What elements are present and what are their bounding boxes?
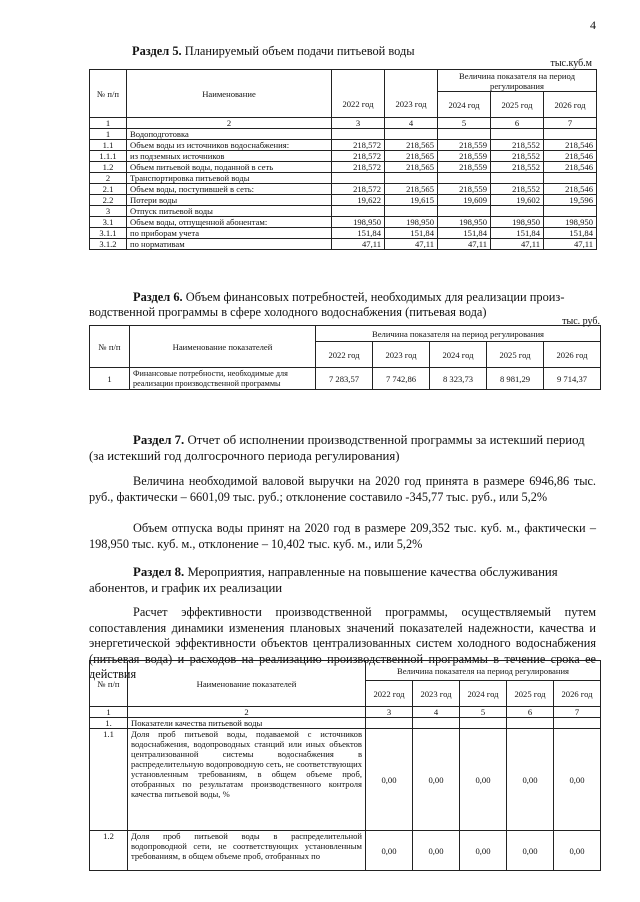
table-row (90, 368, 601, 390)
col-name-header: Наименование показателей (128, 661, 366, 707)
row-value: 7 283,57 (316, 368, 373, 390)
row-value: 151,84 (544, 228, 597, 239)
row-value: 218,552 (491, 162, 544, 173)
year-header: 2022 год (316, 342, 373, 368)
row-name: Объем воды из источников водоснабжения: (127, 140, 332, 151)
row-number: 2.1 (90, 184, 127, 195)
row-name: Водоподготовка (127, 129, 332, 140)
year-header: 2025 год (487, 342, 544, 368)
row-value: 0,00 (366, 831, 413, 871)
section6-heading (89, 290, 596, 320)
year-header: 2025 год (507, 681, 554, 707)
section8-title-line1: Мероприятия, направленные на повышение качества обслуживания (187, 565, 558, 579)
row-number: 2 (90, 173, 127, 184)
section6-label: Раздел 6. (133, 290, 183, 304)
column-number: 7 (554, 707, 601, 718)
row-value: 218,565 (385, 151, 438, 162)
table-row (90, 195, 597, 206)
row-name: по нормативам (127, 239, 332, 250)
column-number: 3 (366, 707, 413, 718)
row-value: 218,572 (332, 140, 385, 151)
row-number: 1.1 (90, 140, 127, 151)
period-group-header: Величина показателя на период регулирования (316, 326, 601, 342)
row-value: 47,11 (438, 239, 491, 250)
row-value: 218,565 (385, 162, 438, 173)
section7-heading (89, 432, 596, 464)
row-value: 218,559 (438, 151, 491, 162)
column-number: 3 (332, 118, 385, 129)
table-row (90, 228, 597, 239)
col-name-header: Наименование (127, 70, 332, 118)
row-value (413, 718, 460, 729)
row-value (385, 206, 438, 217)
table-row (90, 718, 601, 729)
row-value (554, 718, 601, 729)
section7-label: Раздел 7. (133, 433, 185, 447)
row-number: 1. (90, 718, 128, 729)
section7-title-line2: (за истекший год долгосрочного периода регулирования) (89, 449, 400, 463)
year-header: 2022 год (366, 681, 413, 707)
row-value: 218,572 (332, 184, 385, 195)
table-row (90, 184, 597, 195)
row-name: Транспортировка питьевой воды (127, 173, 332, 184)
row-name: из подземных источников (127, 151, 332, 162)
row-value: 198,950 (385, 217, 438, 228)
row-value (438, 129, 491, 140)
year-header: 2023 год (373, 342, 430, 368)
row-value (438, 173, 491, 184)
row-value: 7 742,86 (373, 368, 430, 390)
column-number: 6 (507, 707, 554, 718)
page-number: 4 (590, 18, 596, 32)
row-value: 198,950 (332, 217, 385, 228)
row-value: 151,84 (332, 228, 385, 239)
row-value: 19,615 (385, 195, 438, 206)
table-row (90, 162, 597, 173)
row-value: 218,559 (438, 162, 491, 173)
row-number: 1 (90, 368, 130, 390)
col-num-header: № п/п (90, 326, 130, 368)
row-value: 19,602 (491, 195, 544, 206)
row-value (332, 173, 385, 184)
row-name: Потери воды (127, 195, 332, 206)
row-value: 218,546 (544, 184, 597, 195)
header-blank (332, 70, 385, 92)
row-value (438, 206, 491, 217)
row-value (544, 206, 597, 217)
row-name: по приборам учета (127, 228, 332, 239)
row-value (491, 129, 544, 140)
year-header: 2024 год (438, 92, 491, 118)
section6-title-line1: Объем финансовых потребностей, необходимых для реализации произ- (185, 290, 565, 304)
row-value (491, 173, 544, 184)
row-value: 8 323,73 (430, 368, 487, 390)
row-name: Объем питьевой воды, поданной в сеть (127, 162, 332, 173)
row-value (544, 173, 597, 184)
row-value (491, 206, 544, 217)
row-value: 47,11 (544, 239, 597, 250)
column-number: 1 (90, 707, 128, 718)
row-number: 1.2 (90, 162, 127, 173)
period-group-header: Величина показателя на период регулирования (438, 70, 597, 92)
row-value: 0,00 (460, 729, 507, 831)
row-value: 218,546 (544, 151, 597, 162)
row-number: 1.2 (90, 831, 128, 871)
row-value: 19,609 (438, 195, 491, 206)
column-number: 5 (460, 707, 507, 718)
table-row (90, 831, 601, 871)
row-value: 9 714,37 (544, 368, 601, 390)
column-number: 4 (385, 118, 438, 129)
year-header: 2026 год (554, 681, 601, 707)
table-row (90, 206, 597, 217)
section7-title-line1: Отчет об исполнении производственной программы за истекший период (187, 433, 585, 447)
header-blank (385, 70, 438, 92)
section8-title-line2: абонентов, и график их реализации (89, 581, 283, 595)
row-value: 151,84 (385, 228, 438, 239)
row-value (460, 718, 507, 729)
year-header: 2024 год (430, 342, 487, 368)
column-number: 5 (438, 118, 491, 129)
row-value: 47,11 (491, 239, 544, 250)
table-row (90, 217, 597, 228)
section5-table (89, 69, 597, 250)
year-header: 2022 год (332, 92, 385, 118)
year-header: 2026 год (544, 92, 597, 118)
year-header: 2026 год (544, 342, 601, 368)
section5-unit: тыс.куб.м (550, 58, 592, 69)
row-number: 3 (90, 206, 127, 217)
row-number: 3.1 (90, 217, 127, 228)
row-name: Финансовые потребности, необходимые для реализации производственной программы (130, 368, 316, 390)
row-value (507, 718, 554, 729)
column-number: 1 (90, 118, 127, 129)
table-row (90, 151, 597, 162)
row-value: 19,596 (544, 195, 597, 206)
row-number: 1.1 (90, 729, 128, 831)
table-row (90, 729, 601, 831)
row-value: 0,00 (554, 831, 601, 871)
section8-heading (89, 564, 596, 596)
row-value (332, 129, 385, 140)
section7-volume-paragraph: Объем отпуска воды принят на 2020 год в размере 209,352 тыс. куб. м., фактически – 198,950 тыс. куб. м., отклонение – 10,402 тыс. куб. м., или 5,2% (89, 521, 596, 551)
year-header: 2023 год (385, 92, 438, 118)
row-value: 218,559 (438, 184, 491, 195)
row-value: 0,00 (554, 729, 601, 831)
row-value: 218,552 (491, 140, 544, 151)
year-header: 2023 год (413, 681, 460, 707)
column-number: 2 (128, 707, 366, 718)
row-value: 218,572 (332, 151, 385, 162)
section6-title-line2: водственной программы в сфере холодного водоснабжения (питьевая вода) (89, 305, 487, 319)
table-row (90, 129, 597, 140)
row-value (366, 718, 413, 729)
col-num-header: № п/п (90, 661, 128, 707)
row-number: 1 (90, 129, 127, 140)
row-name: Доля проб питьевой воды в распределительной водопроводной сети, не соответствующих установленным требованиям, в общем объеме проб, отобранных по (128, 831, 366, 871)
row-value: 218,565 (385, 140, 438, 151)
row-value (544, 129, 597, 140)
section6-table (89, 325, 601, 390)
section6-unit: тыс. руб. (562, 316, 600, 327)
row-value: 0,00 (507, 729, 554, 831)
row-value: 218,552 (491, 151, 544, 162)
year-header: 2025 год (491, 92, 544, 118)
section5-label: Раздел 5. (132, 44, 182, 58)
column-number: 6 (491, 118, 544, 129)
row-value: 8 981,29 (487, 368, 544, 390)
row-value: 47,11 (332, 239, 385, 250)
column-number: 4 (413, 707, 460, 718)
row-value: 218,572 (332, 162, 385, 173)
row-value: 151,84 (491, 228, 544, 239)
period-group-header: Величина показателя на период регулирования (366, 661, 601, 681)
row-number: 2.2 (90, 195, 127, 206)
row-value: 218,546 (544, 140, 597, 151)
col-num-header: № п/п (90, 70, 127, 118)
row-name: Объем воды, отпущенной абонентам: (127, 217, 332, 228)
section5-title: Планируемый объем подачи питьевой воды (184, 44, 415, 58)
table-row (90, 239, 597, 250)
col-name-header: Наименование показателей (130, 326, 316, 368)
row-value: 198,950 (491, 217, 544, 228)
table-row (90, 140, 597, 151)
row-value: 47,11 (385, 239, 438, 250)
row-value: 0,00 (460, 831, 507, 871)
row-value: 0,00 (507, 831, 554, 871)
row-value: 0,00 (366, 729, 413, 831)
section8-efficiency-paragraph: Расчет эффективности производственной программы, осуществляемый путем сопоставления динамики изменения плановых значений показателей надежности, качества и энергетической эффективности объектов централизованных систем холодного водоснабжения (питьевая вода) и расходов на реализацию производственной программы в течение срока ее действия (89, 605, 596, 681)
row-number: 1.1.1 (90, 151, 127, 162)
row-value (385, 129, 438, 140)
row-value: 19,622 (332, 195, 385, 206)
row-name: Отпуск питьевой воды (127, 206, 332, 217)
row-name: Доля проб питьевой воды, подаваемой с источников водоснабжения, водопроводных станций или иных объектов централизованной системы водоснабжения в распределительную водопроводную сеть, не соответствующих установленным требованиям, в общем объеме проб, отобранных по результатам производственного контроля качества питьевой воды, % (128, 729, 366, 831)
row-name: Показатели качества питьевой воды (128, 718, 366, 729)
section5-heading (132, 44, 415, 59)
section8-table (89, 660, 601, 871)
table-row (90, 173, 597, 184)
column-number: 7 (544, 118, 597, 129)
row-value: 198,950 (438, 217, 491, 228)
row-value: 0,00 (413, 831, 460, 871)
column-number: 2 (127, 118, 332, 129)
row-value: 218,565 (385, 184, 438, 195)
row-value (332, 206, 385, 217)
year-header: 2024 год (460, 681, 507, 707)
row-value: 198,950 (544, 217, 597, 228)
row-value: 218,552 (491, 184, 544, 195)
row-number: 3.1.2 (90, 239, 127, 250)
row-name: Объем воды, поступившей в сеть: (127, 184, 332, 195)
row-value: 218,559 (438, 140, 491, 151)
section8-label: Раздел 8. (133, 565, 185, 579)
row-value: 0,00 (413, 729, 460, 831)
row-number: 3.1.1 (90, 228, 127, 239)
section7-revenue-paragraph: Величина необходимой валовой выручки на 2020 год принята в размере 6946,86 тыс. руб., фактически – 6601,09 тыс. руб.; отклонение составило -345,77 тыс. руб., или 5,2% (89, 474, 596, 504)
row-value (385, 173, 438, 184)
row-value: 151,84 (438, 228, 491, 239)
row-value: 218,546 (544, 162, 597, 173)
